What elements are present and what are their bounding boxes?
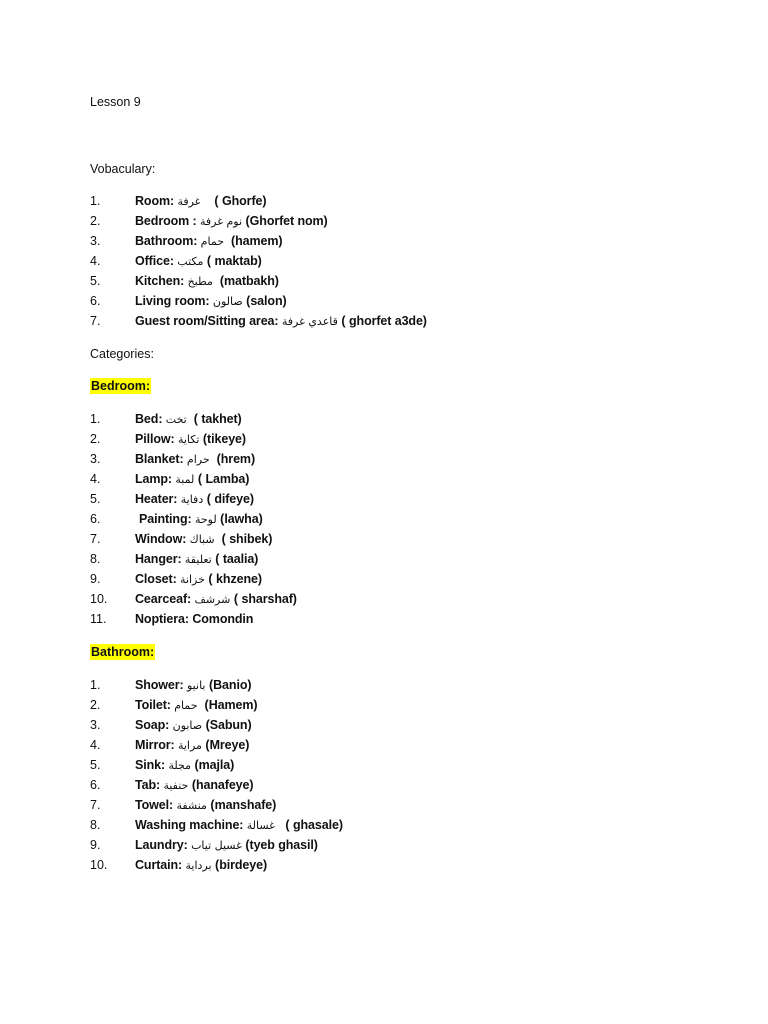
item-number: 6. [90,294,101,308]
item-number: 3. [90,234,101,248]
item-number: 11. [90,612,107,626]
transliteration: (Hamem) [204,698,258,712]
transliteration: (hrem) [216,452,256,466]
transliteration: (Ghorfet nom) [245,214,328,228]
arabic-word: برداية [185,859,212,872]
item-number: 7. [90,532,101,546]
transliteration: (Banio) [208,678,252,692]
bathroom-heading: Bathroom: [91,645,155,659]
arabic-word: غسيل تياب [191,839,242,852]
arabic-word: غرفة [177,195,201,208]
term: Curtain: [135,858,183,872]
arabic-word: بانيو [187,679,206,692]
arabic-word: منشفة [176,799,207,812]
transliteration: ( ghorfet a3de) [341,314,427,328]
term: Closet: [135,572,177,586]
arabic-word: لمبة [175,473,195,486]
term: Bed: [135,412,163,426]
term: Guest room/Sitting area: [135,314,279,328]
transliteration: ( ghasale) [285,818,343,832]
term: Office: [135,254,174,268]
term: Tab: [135,778,161,792]
arabic-word: صابون [172,719,203,732]
term: Bathroom: [135,234,198,248]
term: Bedroom : [135,214,197,228]
term: Hanger: [135,552,182,566]
transliteration: ( khzene) [208,572,262,586]
transliteration: (salon) [246,294,287,308]
arabic-word: حنفية [163,779,189,792]
item-number: 2. [90,214,101,228]
item-number: 8. [90,552,101,566]
arabic-word: مجلة [168,759,191,772]
transliteration: ( shibek) [221,532,273,546]
item-number: 6. [90,512,101,526]
item-number: 2. [90,432,101,446]
arabic-word: شباك [189,533,215,546]
arabic-word: مطبخ [187,275,213,288]
item-number: 10. [90,592,108,606]
bedroom-heading: Bedroom: [91,379,151,393]
item-number: 5. [90,274,101,288]
term: Window: [135,532,187,546]
transliteration: (tikeye) [202,432,247,446]
item-number: 7. [90,798,101,812]
arabic-word: نوم غرفة [199,215,243,228]
term: Pillow: [135,432,175,446]
transliteration: (Sabun) [205,718,252,732]
item-number: 9. [90,838,101,852]
item-number: 4. [90,738,101,752]
term: Towel: [135,798,174,812]
item-number: 7. [90,314,101,328]
transliteration: (manshafe) [210,798,277,812]
item-number: 5. [90,492,101,506]
transliteration: (lawha) [220,512,263,526]
arabic-word: تخت [165,413,187,426]
transliteration: ( taalia) [215,552,259,566]
transliteration: (hanafeye) [191,778,254,792]
transliteration: (tyeb ghasil) [245,838,318,852]
term: Lamp: [135,472,173,486]
transliteration: (majla) [194,758,235,772]
arabic-word: تكاية [177,433,200,446]
term: Washing machine: [135,818,244,832]
term: Cearceaf: [135,592,192,606]
transliteration: (birdeye) [215,858,268,872]
item-number: 4. [90,254,101,268]
arabic-word: شرشف [194,593,231,606]
item-number: 6. [90,778,101,792]
item-number: 4. [90,472,101,486]
item-number: 1. [90,412,101,426]
transliteration: ( takhet) [193,412,242,426]
transliteration: ( Ghorfe) [214,194,267,208]
arabic-word: لوحة [194,513,217,526]
item-number: 2. [90,698,101,712]
term: Laundry: [135,838,188,852]
arabic-word: خزانة [180,573,205,586]
term: Blanket: [135,452,184,466]
transliteration: ( difeye) [206,492,255,506]
transliteration: (Mreye) [205,738,250,752]
item-number: 1. [90,194,101,208]
transliteration: (hamem) [230,234,283,248]
term: Sink: [135,758,166,772]
arabic-word: حمام [200,235,224,248]
item-number: 10. [90,858,108,872]
categories-heading: Categories: [90,347,154,361]
transliteration: ( Lamba) [197,472,250,486]
arabic-word: تعليقة [184,553,212,566]
transliteration: ( sharshaf) [233,592,297,606]
transliteration: ( maktab) [206,254,262,268]
arabic-word: صالون [212,295,243,308]
term: Heater: [135,492,178,506]
arabic-word: مراية [177,739,202,752]
item-number: 9. [90,572,101,586]
term: Mirror: [135,738,175,752]
arabic-word: غسالة [246,819,275,832]
item-number: 3. [90,718,101,732]
item-number: 1. [90,678,101,692]
lesson-title: Lesson 9 [90,95,141,109]
arabic-word: قاعدي غرفة [281,315,338,328]
term: Kitchen: [135,274,185,288]
transliteration: (matbakh) [219,274,279,288]
term: Living room: [135,294,210,308]
item-number: 8. [90,818,101,832]
arabic-word: حرام [186,453,210,466]
arabic-word: حمام [174,699,198,712]
term: Soap: [135,718,170,732]
term: Painting: [139,512,192,526]
term: Shower: [135,678,184,692]
vocabulary-heading: Vobaculary: [90,162,156,176]
term: Noptiera: Comondin [135,612,254,626]
arabic-word: مكتب [177,255,204,268]
arabic-word: دفاية [180,493,204,506]
item-number: 3. [90,452,101,466]
item-number: 5. [90,758,101,772]
term: Room: [135,194,175,208]
term: Toilet: [135,698,171,712]
